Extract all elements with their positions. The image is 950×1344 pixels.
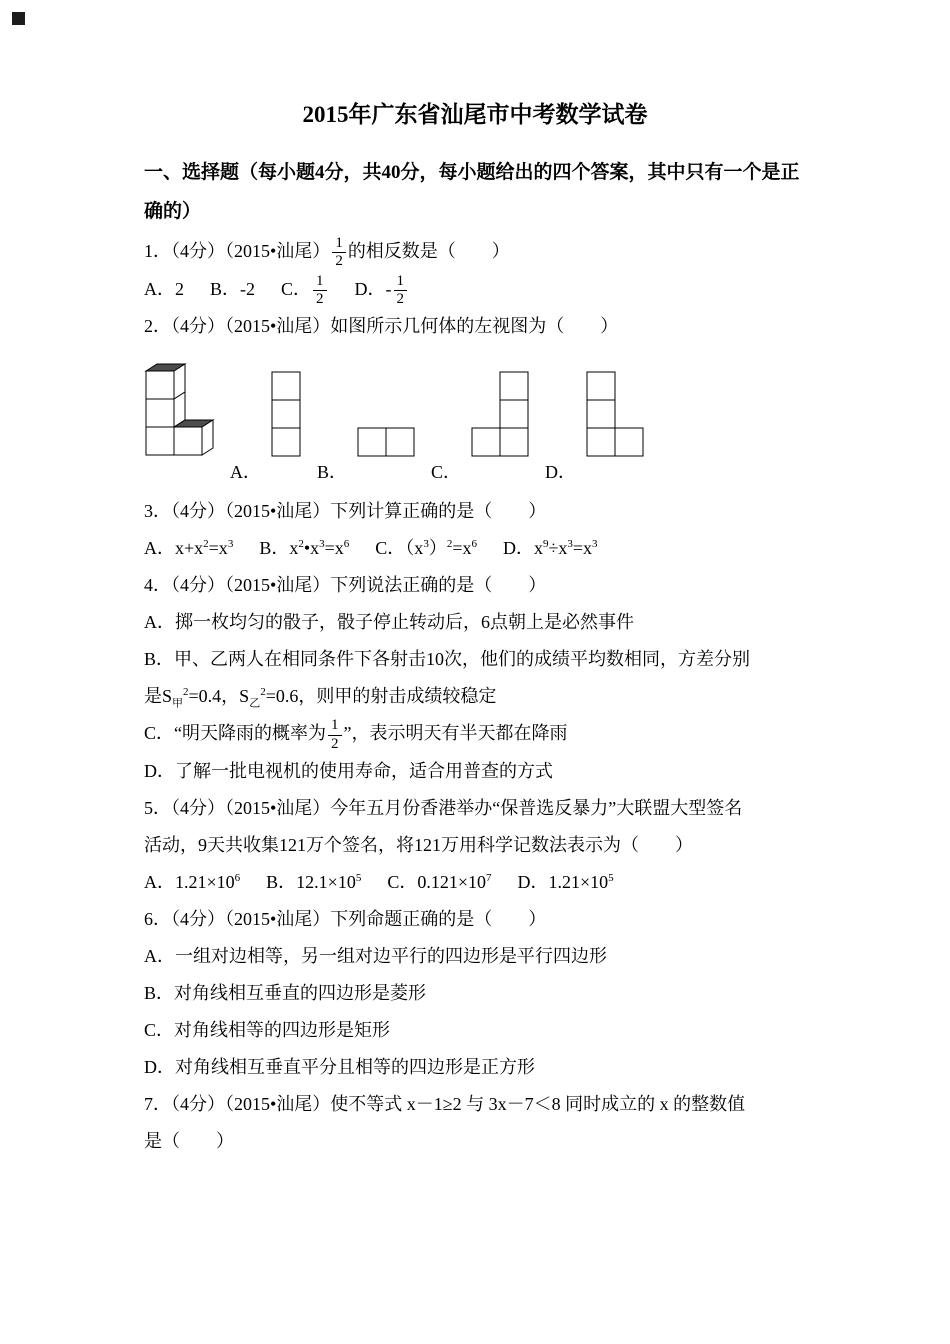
q1-stem-pre: 1．（4分）（2015•汕尾） (144, 241, 331, 261)
q1-option-c (281, 271, 329, 309)
q1-option-d-frac-den: 2 (396, 291, 405, 307)
q1-option-c-frac-den: 2 (316, 291, 324, 307)
q3-option-a-text: A．x+x (144, 538, 204, 559)
q1-stem (144, 233, 806, 271)
q5-option-c (387, 864, 491, 901)
q3-option-c-sup1: 3 (423, 538, 429, 551)
q5-option-a-sup: 6 (234, 871, 241, 884)
cube-front-face (146, 427, 174, 455)
q1-stem-post: 的相反数是（ ） (347, 241, 510, 261)
q3-option-d-sup3: 3 (592, 538, 598, 551)
q4-option-d: D．了解一批电视机的使用寿命，适合用普查的方式 (144, 760, 553, 781)
page-title: 2015年广东省汕尾市中考数学试卷 (302, 102, 648, 127)
q3-option-d-text: D．x (502, 538, 543, 559)
q4-stem: 4．（4分）（2015•汕尾）下列说法正确的是（ ） (144, 575, 547, 596)
q6-option-c: C．对角线相等的四边形是矩形 (144, 1019, 391, 1040)
q3-option-c-text3: =x (452, 538, 472, 559)
q1-option-d-fraction (394, 273, 408, 309)
q3-options (144, 530, 806, 567)
q2-option-d-label: D． (545, 462, 577, 483)
q2-option-c-label: C． (431, 462, 462, 483)
q5-option-b-sup: 5 (355, 871, 362, 884)
q3-option-d-sup2: 3 (567, 538, 573, 551)
q2-solid-figure (144, 357, 216, 457)
q7-stem-line2: 是（ ） (144, 1130, 234, 1151)
q1-option-c-label: C． (281, 278, 312, 299)
q3-option-b-sup1: 2 (298, 538, 304, 551)
q3-option-d (503, 530, 598, 567)
q5-option-d-text: D．1.21×10 (517, 871, 609, 892)
q4-option-b-sup1: 2 (183, 686, 189, 699)
q3-option-d-text2: ÷x (548, 538, 568, 559)
q3-option-a (144, 530, 233, 567)
grid-square (587, 372, 615, 400)
grid-square (587, 428, 615, 456)
q5-option-a (144, 864, 240, 901)
q5-option-a-text: A．1.21×10 (144, 871, 235, 892)
q2-option-d-figure (586, 371, 644, 457)
q5-option-b (266, 864, 361, 901)
grid-square (386, 428, 414, 456)
q5-option-c-text: C．0.121×10 (387, 871, 486, 892)
q2-figure-row (144, 357, 806, 483)
exam-content (144, 0, 806, 1160)
q4-option-b-sup2: 2 (260, 686, 266, 699)
q3-option-c-text: C．（x (375, 538, 424, 559)
q3-option-b-sup2: 3 (319, 538, 325, 551)
q3-option-b-text2: •x (303, 538, 320, 559)
q6-stem: 6．（4分）（2015•汕尾）下列命题正确的是（ ） (144, 908, 547, 929)
q5-option-d (518, 864, 614, 901)
q3-option-d-text3: =x (572, 538, 593, 559)
grid-square (615, 428, 643, 456)
grid-square (472, 428, 500, 456)
q3-option-b (259, 530, 349, 567)
q4-option-b-line2 (144, 678, 806, 715)
q1-fraction (332, 235, 346, 271)
q2-option-c-figure (471, 371, 529, 457)
q3-option-a-sup1: 2 (203, 538, 209, 551)
q5-stem-line1: 5．（4分）（2015•汕尾）今年五月份香港举办“保普选反暴力”大联盟大型签名 (144, 797, 743, 818)
q1-option-c-frac-num: 1 (313, 273, 327, 291)
q3-option-d-sup1: 9 (542, 538, 549, 551)
q4-option-c-text: C．“明天降雨的概率为 (144, 723, 326, 744)
q7-stem-line1: 7．（4分）（2015•汕尾）使不等式 x－1≥2 与 3x－7＜8 同时成立的 x 的整数值 (144, 1093, 746, 1114)
q1-fraction-numerator: 1 (332, 235, 346, 253)
q3-stem: 3．（4分）（2015•汕尾）下列计算正确的是（ ） (144, 501, 547, 522)
q4-option-c-frac-den: 2 (331, 735, 339, 752)
q4-option-c (144, 715, 806, 753)
cube-front-face (146, 371, 174, 399)
q5-option-c-sup: 7 (486, 871, 492, 884)
q3-option-b-text: B．x (259, 538, 299, 559)
q6-option-d: D．对角线相互垂直平分且相等的四边形是正方形 (144, 1056, 535, 1077)
q4-option-a: A．掷一枚均匀的骰子，骰子停止转动后，6点朝上是必然事件 (144, 612, 634, 633)
q3-option-a-sup2: 3 (227, 538, 234, 551)
q4-option-c-text2: ”，表示明天有半天都在降雨 (343, 723, 568, 744)
q4-option-c-frac-num: 1 (328, 717, 342, 735)
q4-option-b-text3: =0.6，则甲的射击成绩较稳定 (265, 686, 497, 707)
q4-option-c-fraction (328, 717, 342, 753)
grid-square (272, 428, 300, 456)
q4-option-b-line1: B．甲、乙两人在相同条件下各射击10次，他们的成绩平均数相同，方差分别 (144, 649, 751, 670)
corner-mark (12, 12, 25, 25)
q5-options (144, 864, 806, 901)
grid-square (272, 372, 300, 400)
q1-option-d (355, 271, 410, 309)
grid-square (500, 400, 528, 428)
grid-square (272, 400, 300, 428)
q6-option-b: B．对角线相互垂直的四边形是菱形 (144, 982, 427, 1003)
q2-option-a-label: A． (230, 462, 261, 483)
q4-option-b-sub2: 乙 (249, 697, 261, 710)
q4-option-b-text2: =0.4，S (188, 686, 250, 707)
q1-option-c-fraction (313, 273, 327, 309)
grid-square (500, 428, 528, 456)
grid-square (358, 428, 386, 456)
q3-option-b-sup3: 6 (343, 538, 350, 551)
q5-option-b-text: B．12.1×10 (266, 871, 356, 892)
q3-option-c-text2: ） (428, 538, 447, 559)
q1-options (144, 271, 806, 309)
cube-front-face (174, 427, 202, 455)
section-heading: 一、选择题（每小题4分，共40分，每小题给出的四个答案，其中只有一个是正确的） (144, 162, 800, 222)
grid-square (500, 372, 528, 400)
grid-square (587, 400, 615, 428)
q3-option-c-sup3: 6 (471, 538, 477, 551)
q2-stem: 2．（4分）（2015•汕尾）如图所示几何体的左视图为（ ） (144, 316, 619, 337)
q5-option-d-sup: 5 (608, 871, 614, 884)
q3-option-a-text2: =x (208, 538, 228, 559)
q3-option-b-text3: =x (324, 538, 344, 559)
q1-option-a: A．2 (144, 278, 184, 299)
q1-option-d-label: D．- (354, 278, 392, 299)
q3-option-c (375, 530, 477, 567)
q5-stem-line2: 活动，9天共收集121万个签名，将121万用科学记数法表示为（ ） (144, 834, 693, 855)
q1-option-b: B．-2 (210, 278, 255, 299)
q1-fraction-denominator: 2 (335, 253, 343, 270)
q4-option-b-text: 是S (144, 686, 173, 707)
q2-option-a-figure (271, 371, 301, 457)
cube-front-face (146, 399, 174, 427)
q6-option-a: A．一组对边相等，另一组对边平行的四边形是平行四边形 (144, 945, 607, 966)
q2-option-b-label: B． (317, 462, 348, 483)
q1-option-d-frac-num: 1 (394, 273, 408, 291)
q3-option-c-sup2: 2 (446, 538, 453, 551)
q4-option-b-sub1: 甲 (172, 697, 184, 710)
q2-option-b-figure (357, 427, 415, 457)
